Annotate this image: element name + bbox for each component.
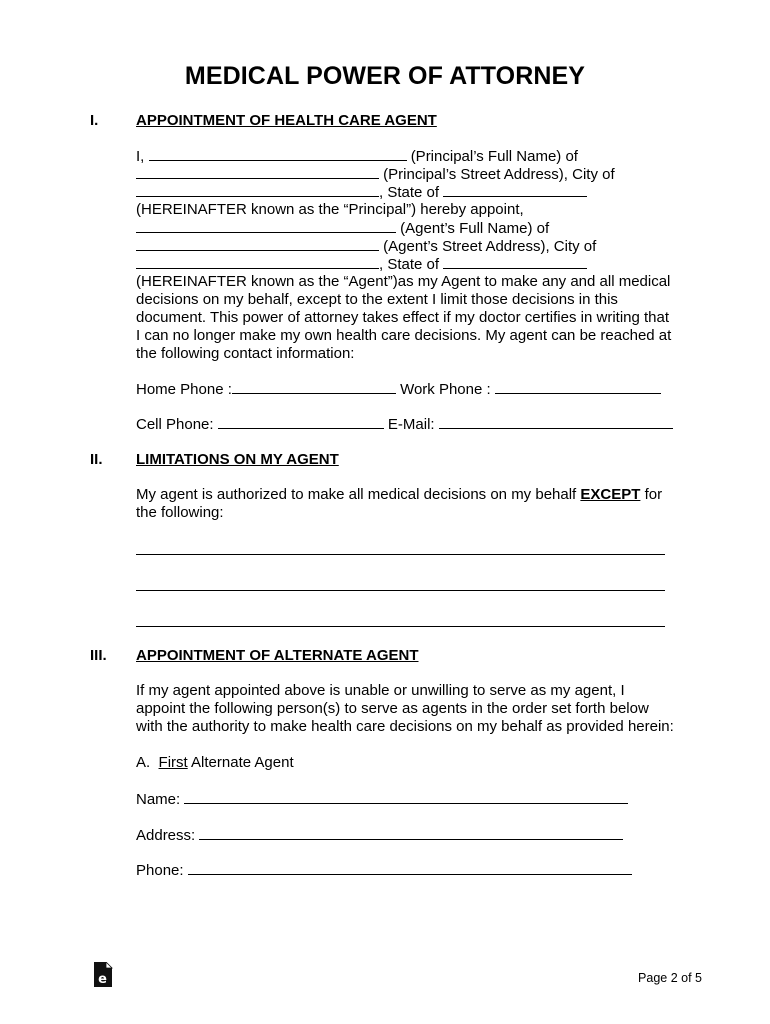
principal-city-row [136,183,587,202]
agent-address-label: (Agent’s Street Address), City of [383,238,597,255]
agent-name-label: (Agent’s Full Name) of [400,220,550,237]
limitations-text [136,486,662,504]
svg-text:e: e [98,972,107,987]
alt-address-row [136,826,623,845]
page-number: Page 2 of 5 [638,971,702,985]
alt-first-word: First [158,754,188,771]
email-label: E-Mail: [387,416,435,433]
section-1-number: I. [90,112,99,129]
phone-row [136,380,661,399]
work-phone-label: Work Phone : [400,381,491,398]
paragraph-line: decisions on my behalf, except to the extent I limit those decisions in this [136,291,618,308]
limitation-line-3[interactable] [136,626,665,627]
principal-address-row [136,165,615,184]
alt-name-field[interactable] [184,790,628,804]
agent-name-blank[interactable] [136,219,396,233]
state-of-label: , State of [379,184,440,201]
email-field[interactable] [439,415,673,429]
principal-address-label: (Principal’s Street Address), City of [383,166,615,183]
section-1-heading: APPOINTMENT OF HEALTH CARE AGENT [136,112,437,129]
agent-city-blank[interactable] [136,255,379,269]
eforms-e-icon [93,962,113,988]
agent-address-row [136,237,596,256]
alt-name-row [136,790,628,809]
paragraph-line: appoint the following person(s) to serve as agents in the order set forth below [136,700,649,717]
principal-state-blank[interactable] [443,183,587,197]
paragraph-line: I can no longer make my own health care decisions. My agent can be reached at [136,327,672,344]
agent-name-row [136,219,549,238]
hereinafter-principal: (HEREINAFTER known as the “Principal”) hereby appoint, [136,201,524,218]
alt-suffix: Alternate Agent [187,754,294,771]
alt-phone-row [136,861,632,880]
i-prefix: I, [136,148,145,165]
paragraph-line: If my agent appointed above is unable or unwilling to serve as my agent, I [136,682,625,699]
cell-phone-label: Cell Phone: [136,416,214,433]
hereinafter-agent: (HEREINAFTER known as the “Agent”)as my Agent to make any and all medical [136,273,671,290]
agent-address-blank[interactable] [136,237,379,251]
paragraph-line: the following contact information: [136,345,355,362]
section-2-number: II. [90,451,103,468]
principal-address-blank[interactable] [136,165,379,179]
alt-phone-field[interactable] [188,861,632,875]
document-title: MEDICAL POWER OF ATTORNEY [184,62,586,90]
home-phone-field[interactable] [232,380,396,394]
section-2-heading: LIMITATIONS ON MY AGENT [136,451,339,468]
paragraph-line: with the authority to make health care decisions on my behalf as provided herein: [136,718,674,735]
principal-name-row [136,147,578,166]
alt-address-label: Address: [136,827,196,844]
cell-email-row [136,415,673,434]
principal-name-label: (Principal’s Full Name) of [410,148,578,165]
section-3-number: III. [90,647,107,664]
limitations-text-before: My agent is authorized to make all medical decisions on my behalf [136,486,581,503]
limitation-line-1[interactable] [136,554,665,555]
cell-phone-field[interactable] [218,415,384,429]
home-phone-label: Home Phone : [136,381,232,398]
limitation-line-2[interactable] [136,590,665,591]
principal-city-blank[interactable] [136,183,379,197]
except-word: EXCEPT [580,486,641,503]
paragraph-line: document. This power of attorney takes effect if my doctor certifies in writing that [136,309,670,326]
limitations-text-line2: the following: [136,504,224,521]
alt-phone-label: Phone: [136,862,184,879]
first-alternate-agent-heading [136,754,294,772]
agent-state-blank[interactable] [443,255,587,269]
section-3-heading: APPOINTMENT OF ALTERNATE AGENT [136,647,419,664]
principal-name-blank[interactable] [149,147,407,161]
work-phone-field[interactable] [495,380,661,394]
limitations-text-after: for [640,486,663,503]
alt-address-field[interactable] [199,826,623,840]
alt-name-label: Name: [136,791,181,808]
alt-prefix: A. [136,754,151,771]
agent-city-row [136,255,587,274]
state-of-label-2: , State of [379,256,440,273]
